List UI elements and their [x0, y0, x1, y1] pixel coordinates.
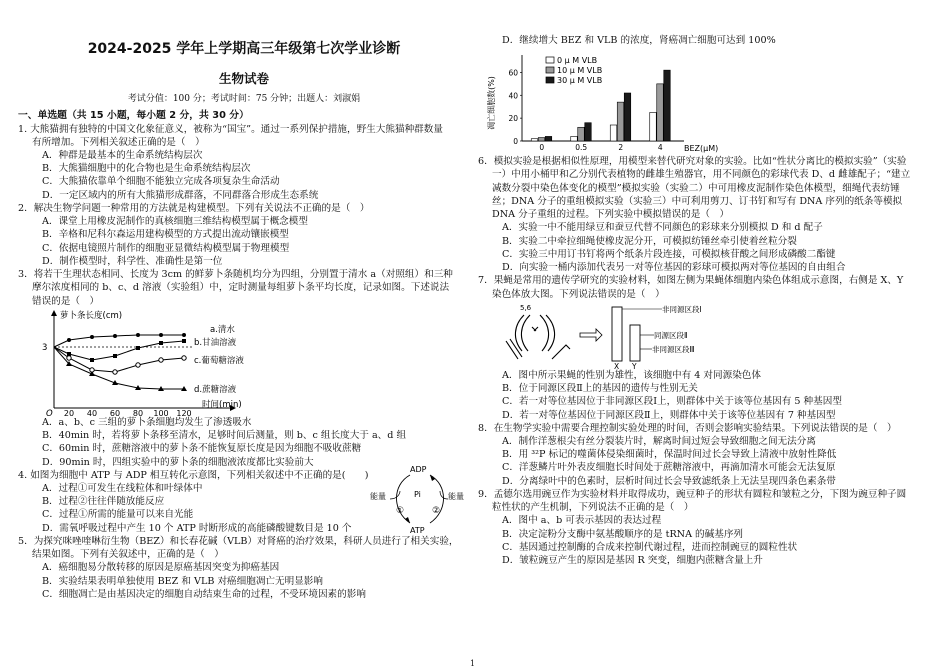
chromosome-label-nums: 5,6 — [520, 303, 532, 312]
q4-option-c: C．过程①所需的能量可以来自光能 — [42, 509, 194, 521]
q7-option-b: B．位于同源区段Ⅱ上的基因的遗传与性别无关 — [502, 383, 698, 395]
graph-origin: O — [46, 408, 53, 416]
q5-option-a: A．癌细胞易分散转移的原因是原癌基因突变为抑癌基因 — [42, 562, 280, 574]
curve-a-point — [136, 333, 140, 337]
chart-category-2: 2 — [618, 143, 624, 153]
q5-stem-cont: 结果如图。下列有关叙述中，正确的是（ ） — [32, 549, 224, 561]
xtick-100: 100 — [153, 408, 169, 416]
curve-c-line — [54, 347, 184, 372]
chart-categories — [539, 143, 663, 152]
q9-option-c: C．基因通过控制酶的合成来控制代谢过程，进而控制豌豆的圆粒性状 — [502, 541, 798, 553]
xtick-40: 40 — [86, 408, 98, 416]
xtick-20: 20 — [63, 408, 75, 416]
question-3 — [18, 268, 470, 469]
enlarge-arrow — [580, 329, 602, 341]
energy-left-label: 能量 — [370, 491, 386, 501]
q2-stem: 2．解决生物学问题一种常用的方法就是构建模型。下列有关说法不正确的是（ ） — [18, 202, 370, 214]
bar-0.5-series-2 — [585, 123, 592, 141]
q8-option-c: C．洋葱鳞片叶外表皮细胞长时间处于蔗糖溶液中，再滴加清水可能会无法复原 — [502, 462, 836, 474]
exam-meta: 考试分值：100 分；考试时间：75 分钟；出题人：刘淑娟 — [127, 94, 361, 104]
q3-stem: 3．将若干生理状态相同、长度为 3cm 的鲜萝卜条随机均分为四组，分别置于清水 a（对照组）和三种 — [18, 269, 453, 281]
q3-option-c: C．60min 时，蔗糖溶液中的萝卜条不能恢复原长度是因为细胞不吸收蔗糖 — [42, 443, 362, 455]
atp-label: ATP — [410, 525, 425, 535]
q6-option-a: A．实验一中不能用绿豆和蚕豆代替不同颜色的彩球来分别模拟 D 和 d 配子 — [502, 222, 823, 234]
question-6 — [478, 155, 933, 274]
apoptosis-bar-chart — [484, 47, 724, 155]
q3-option-a: A．a、b、c 三组的萝卜条细胞均发生了渗透吸水 — [42, 416, 252, 428]
x-label: X — [614, 361, 620, 369]
q1-option-d: D．一定区域内的所有大熊猫形成群落，不同群落合形成生态系统 — [42, 189, 319, 201]
chart-ytick-0: 0 — [513, 137, 518, 147]
q4-option-b: B．过程②往往伴随放能反应 — [42, 496, 165, 508]
q8-option-a: A．制作洋葱根尖有丝分裂装片时，解离时间过短会导致细胞之间无法分离 — [502, 435, 816, 447]
curve-a-point — [113, 334, 117, 338]
q6-stem: 6．模拟实验是根据相似性原理，用模型来替代研究对象的实验。比如“性状分离比的模拟实验”（实验 — [478, 156, 907, 168]
bar-0-series-1 — [538, 138, 545, 141]
curve-b-point — [159, 341, 163, 345]
q5-stem: 5．为探究咪唑喹啉衍生物（BEZ）和长春花碱（VLB）对肾癌的治疗效果，科研人员进行了相关实验， — [18, 535, 459, 547]
chart-ytick-3: 60 — [508, 68, 518, 78]
chart-ytick-1: 20 — [508, 114, 518, 124]
curve-c-point — [67, 356, 71, 360]
legend-a: a.清水 — [210, 324, 235, 335]
q2-option-a: A．课堂上用橡皮泥制作的真核细胞三维结构模型属于概念模型 — [42, 216, 308, 228]
graph-x-ticks — [64, 409, 192, 416]
chart-category-3: 4 — [657, 143, 663, 153]
region-2-label: 同源区段Ⅱ — [654, 330, 688, 340]
region-3-label: 非同源区段Ⅲ — [652, 344, 695, 354]
atp-adp-cycle-diagram — [370, 463, 470, 535]
xtick-120: 120 — [176, 408, 192, 416]
q6-option-d: D．向实验一桶内添加代表另一对等位基因的彩球可模拟两对等位基因的自由组合 — [502, 262, 846, 274]
q2-option-d: D．制作模型时，科学性、准确性是第一位 — [42, 255, 223, 267]
chart-category-0: 0 — [539, 143, 545, 153]
curve-c-point — [136, 363, 140, 367]
drosophila-chromosome-diagram — [494, 301, 744, 369]
question-8 — [478, 422, 933, 488]
legend-b: b.甘油溶液 — [194, 337, 237, 348]
y-chromosome-shape — [630, 325, 640, 361]
q8-option-b: B．用 ³²P 标记的噬菌体侵染细菌时，保温时间过长会导致上清液中放射性降低 — [502, 449, 837, 461]
curve-a-line — [54, 335, 184, 347]
section-heading: 一、单选题（共 15 小题，每小题 2 分，共 30 分） — [18, 110, 249, 121]
curve-b-point — [136, 346, 140, 350]
q9-option-b: B．决定淀粉分支酶中氨基酸顺序的是 tRNA 的碱基序列 — [502, 528, 744, 540]
chromosome-y-right — [552, 345, 570, 359]
curve-b-point — [113, 354, 117, 358]
energy-right-label: 能量 — [448, 491, 464, 501]
q6-stem-cont: 一）中用小桶甲和乙分别代表植物的雌雄生殖器官，用不同颜色的彩球代表 D、d 雌雄配子；“建立 — [492, 169, 911, 181]
y-label: Y — [632, 361, 637, 369]
curve-b-point — [182, 339, 186, 343]
chart-legend — [546, 56, 602, 85]
graph-xlabel: 时间(min) — [202, 399, 242, 410]
question-9 — [478, 488, 933, 567]
bar-0.5-series-0 — [571, 137, 578, 142]
exam-subject: 生物试卷 — [218, 71, 269, 86]
curve-a-point — [67, 338, 71, 342]
q6-stem-cont4: DNA 分子重组的过程。下列实验中模拟错误的是（ ） — [492, 209, 730, 221]
q6-option-b: B．实验二中牵拉细绳使橡皮泥分开，可模拟纺锤丝牵引使着丝粒分裂 — [502, 235, 797, 247]
graph-ylabel: 萝卜条长度(cm) — [60, 310, 123, 321]
question-4 — [18, 464, 470, 535]
q1-option-c: C．大熊猫依靠单个细胞不能独立完成各项复杂生命活动 — [42, 176, 280, 188]
xtick-60: 60 — [109, 408, 121, 416]
curve-c-point — [113, 370, 117, 374]
q4-option-d: D．需氧呼吸过程中产生 10 个 ATP 时断形成的高能磷酸键数目是 10 个 — [42, 522, 352, 534]
curve-a-point — [159, 333, 163, 337]
question-1 — [18, 123, 470, 202]
y-axis-arrow — [51, 310, 57, 316]
q7-option-c: C．若一对等位基因位于非同源区段Ⅰ上，则群体中关于该等位基因有 5 种基因型 — [502, 396, 842, 408]
chromosome-x-left — [506, 339, 522, 359]
q6-stem-cont3: 丝；DNA 分子的重组模拟实验（实验三）中可利用剪刀、订书钉和写有 DNA 序列的纸条等模拟 — [492, 195, 903, 207]
question-5 — [18, 535, 470, 601]
chromosome-small — [532, 327, 538, 331]
q5-option-c: C．细胞凋亡是由基因决定的细胞自动结束生命的过程，不受环境因素的影响 — [42, 588, 366, 600]
chromosome-set — [506, 315, 570, 359]
legend-swatch-2 — [546, 77, 554, 83]
energy-out-path — [440, 491, 448, 499]
bar-2-series-1 — [617, 102, 624, 141]
bar-4-series-1 — [657, 84, 664, 141]
q1-stem-cont: 有所增加。下列相关叙述正确的是（ ） — [32, 136, 205, 148]
q4-stem: 4. 如图为细胞中 ATP 与 ADP 相互转化示意图，下列相关叙述中不正确的是( ) — [18, 469, 369, 481]
chromosome-shape — [540, 315, 549, 351]
right-column — [478, 34, 933, 567]
chart-ylabel: 凋亡细胞数(%) — [487, 76, 496, 131]
region-1-label: 非同源区段Ⅰ — [662, 304, 702, 314]
q7-option-a: A．图中所示果蝇的性别为雄性，该细胞中有 4 对同源染色体 — [502, 369, 761, 381]
bar-4-series-2 — [664, 70, 671, 141]
chart-xlabel: BEZ(μM) — [684, 144, 719, 154]
adp-label: ADP — [410, 464, 427, 474]
q9-stem: 9．孟德尔选用豌豆作为实验材料并取得成功，豌豆种子的形状有圆粒和皱粒之分，下图为豌豆种子圆 — [478, 488, 907, 500]
bar-2-series-0 — [610, 125, 617, 141]
graph-ytick-3: 3 — [42, 342, 48, 353]
q2-option-b: B．辛格和尼科尔森运用建构模型的方式提出流动镶嵌模型 — [42, 229, 289, 241]
page-number: 1 — [470, 659, 476, 668]
q9-stem-cont: 粒性状的产生机制，下列说法不正确的是（ ） — [492, 502, 694, 514]
q6-option-c: C．实验三中用订书钉将两个纸条片段连接，可模拟核苷酸之间形成磷酸二酯键 — [502, 248, 836, 260]
q6-stem-cont2: 减数分裂中染色体变化的模型”模拟实验（实验二）中可用橡皮泥制作染色体模型，细绳代表纺锤 — [492, 182, 900, 194]
pi-label: Pi — [414, 489, 421, 499]
q1-stem: 1. 大熊猫拥有独特的中国文化象征意义，被称为“国宝”。通过一系列保护措施，野生大熊猫种群数量 — [18, 123, 443, 135]
q3-option-d: D．90min 时，四组实验中的萝卜条的细胞液浓度都比实验前大 — [42, 456, 314, 468]
q5-option-d: D．继续增大 BEZ 和 VLB 的浓度，肾癌凋亡细胞可达到 100% — [502, 35, 776, 46]
step-1-label: ① — [396, 505, 405, 516]
bar-0-series-2 — [545, 137, 552, 142]
curve-b-point — [90, 358, 94, 362]
q1-option-a: A．种群是最基本的生命系统结构层次 — [42, 149, 203, 161]
legend-series-0: 0 μ M VLB — [557, 56, 598, 66]
curve-a-point — [182, 333, 186, 337]
q3-stem-cont: 摩尔浓度相同的 b、c、d 溶液（实验组）中，定时测量每组萝卜条平均长度，记录如图。下述说法 — [32, 282, 450, 294]
q2-option-c: C．依据电镜照片制作的细胞亚显微结构模型属于物理模型 — [42, 242, 290, 254]
chromosome-shape — [546, 315, 555, 351]
chromosome-shape — [521, 315, 530, 351]
q5-option-b: B．实验结果表明单独使用 BEZ 和 VLB 对癌细胞凋亡无明显影响 — [42, 575, 323, 587]
question-7 — [478, 274, 933, 421]
q9-option-a: A．图中 a、b 可表示基因的表达过程 — [502, 515, 662, 527]
q3-stem-cont2: 错误的是（ ） — [32, 295, 100, 307]
legend-c: c.葡萄糖溶液 — [194, 355, 244, 366]
left-column — [18, 109, 470, 601]
legend-series-2: 30 μ M VLB — [557, 76, 603, 86]
energy-in-path — [390, 491, 400, 499]
q3-option-b: B．40min 时，若将萝卜条移至清水，足够时间后测量，则 b、c 组长度大于 a、d 组 — [42, 430, 407, 442]
legend-series-1: 10 μ M VLB — [557, 66, 603, 76]
q7-stem: 7．果蝇是常用的遗传学研究的实验材料，如图左侧为果蝇体细胞内染色体组成示意图，右侧是 X、Y — [478, 275, 904, 287]
q8-option-d: D．分离绿叶中的色素时，层析时间过长会导致滤纸条上无法呈现四条色素条带 — [502, 475, 836, 487]
step-2-label: ② — [432, 505, 441, 516]
q7-option-d: D．若一对等位基因位于同源区段Ⅱ上，则群体中关于该等位基因有 7 种基因型 — [502, 409, 836, 421]
bar-0-series-0 — [531, 139, 538, 141]
legend-d: d.蔗糖溶液 — [194, 384, 237, 395]
q4-option-a: A．过程①可发生在线粒体和叶绿体中 — [42, 482, 203, 494]
curve-d-line — [54, 347, 184, 389]
chromosome-shape — [515, 315, 524, 351]
question-2 — [18, 202, 470, 268]
chart-ytick-2: 40 — [508, 91, 518, 101]
chart-category-1: 0.5 — [575, 143, 588, 153]
q8-stem: 8．在生物学实验中需要合理控制实验处理的时间，否则会影响实验结果。下列说法错误的是（ ） — [478, 422, 897, 434]
bar-4-series-0 — [650, 113, 657, 142]
curve-a-point — [90, 335, 94, 339]
exam-title: 2024-2025 学年上学期高三年级第七次学业诊断 — [87, 41, 401, 57]
q9-option-d: D．皱粒豌豆产生的原因是基因 R 突变，细胞内蔗糖含量上升 — [502, 555, 763, 567]
radish-length-graph — [32, 308, 292, 416]
bar-0.5-series-1 — [578, 128, 585, 142]
curve-c-point — [182, 356, 186, 360]
legend-swatch-0 — [546, 57, 554, 63]
xtick-80: 80 — [132, 408, 144, 416]
x-chromosome-shape — [612, 307, 622, 361]
bar-2-series-2 — [624, 93, 631, 141]
curve-b-line — [54, 341, 184, 360]
q1-option-b: B．大熊猫细胞中的化合物也是生命系统结构层次 — [42, 163, 251, 175]
q7-stem-cont: 染色体放大图。下列说法错误的是（ ） — [492, 288, 665, 300]
curve-c-point — [159, 358, 163, 362]
chart-y-ticks — [508, 69, 522, 147]
legend-swatch-1 — [546, 67, 554, 73]
